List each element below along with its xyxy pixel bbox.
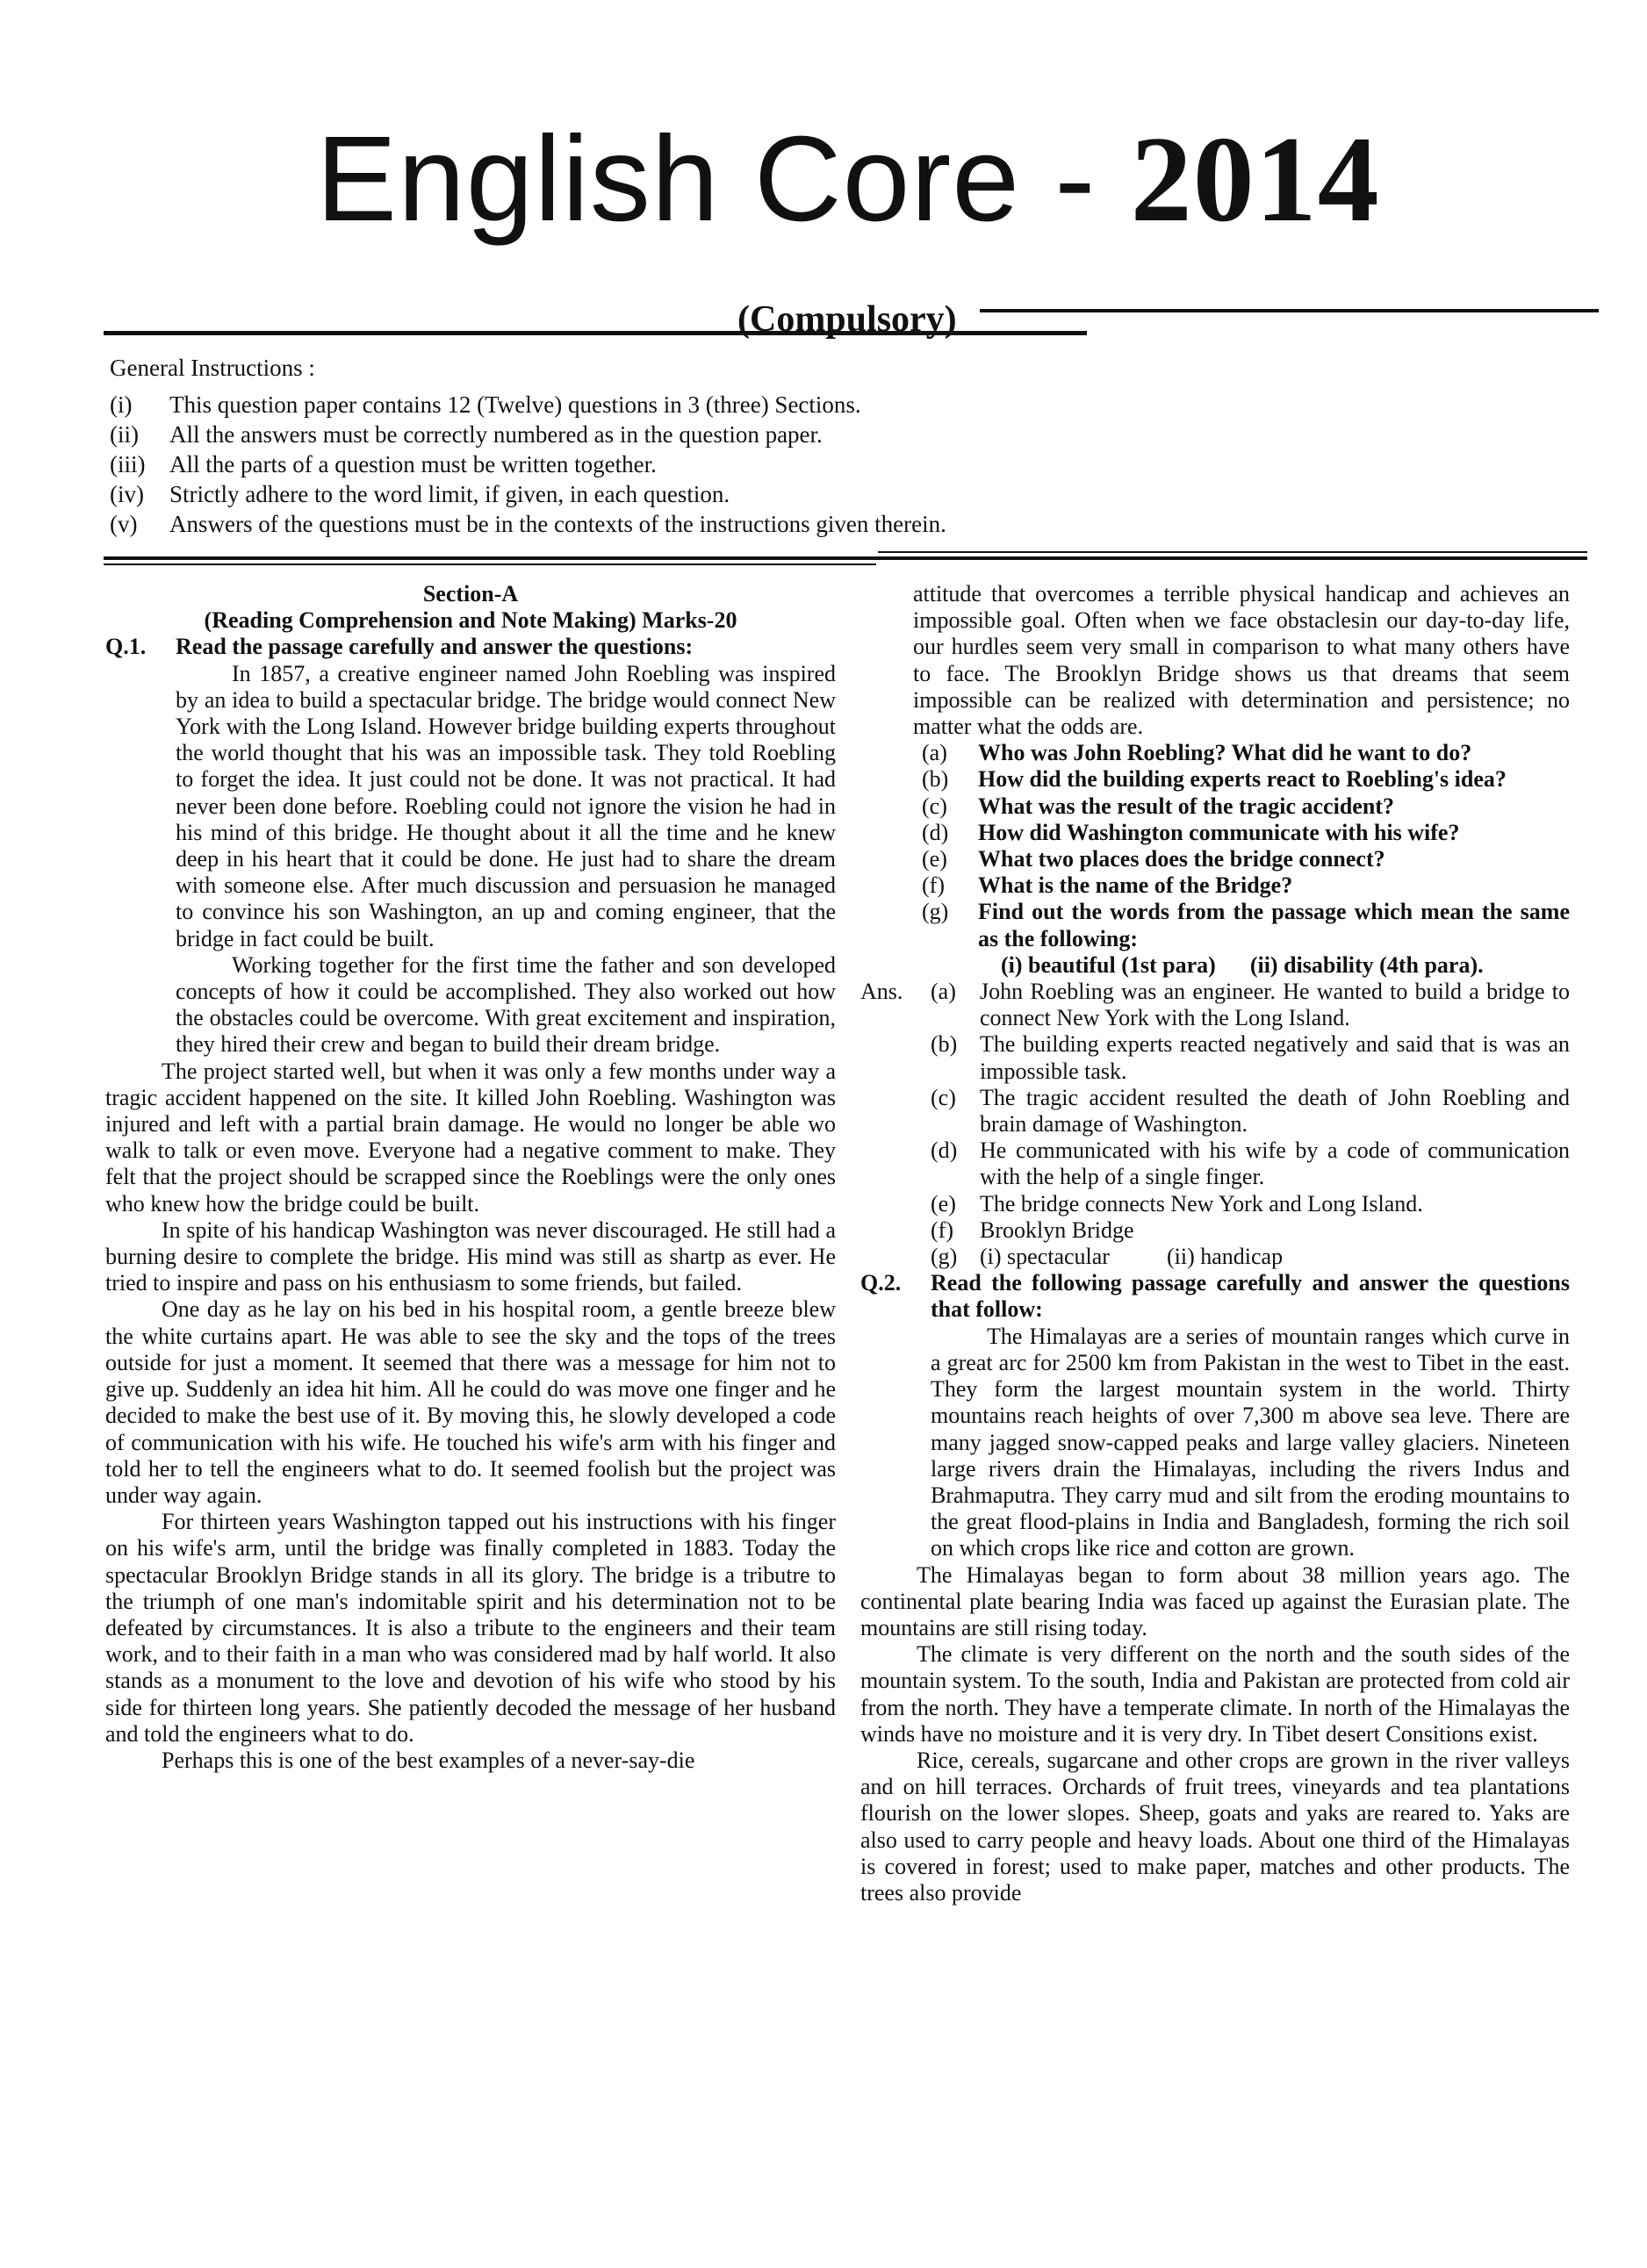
passage-paragraph: The Himalayas are a series of mountain ranges which curve in a great arc for 2500 km from Pakistan in the west to Tibet in the east. They form the largest mountain system in the world. Thirty mountains reach heights of over 7,300 m above sea leve. There are many jagged snow-capped peaks and large valley glaciers. Nineteen large rivers drain the Himalayas, including the rivers Indus and Brahmaputra. They carry mud and silt from the eroding mountains to the great flood-plains in India and Bangladesh, forming the rich soil on which crops like rice and cotton are grown.: [931, 1323, 1570, 1561]
question-label: (d): [922, 819, 949, 845]
answer-g: [860, 1244, 1570, 1270]
answer-label: (c): [931, 1084, 956, 1110]
answer-label: (g): [931, 1244, 958, 1270]
question-g-sub: [860, 952, 1570, 979]
passage-paragraph: Rice, cereals, sugarcane and other crops are grown in the river valleys and on hill terraces. Orchards of fruit trees, vineyards and tea plantations flourish on the lower slopes. Sheep, goats and yaks are reared to. Yaks are also used to carry people and heavy loads. About one third of the Himalayas is covered in forest; used to make paper, matches and other products. The trees also provide: [860, 1747, 1570, 1906]
title-year: 2014: [1130, 111, 1380, 248]
question-number: Q.1.: [105, 634, 147, 660]
question-label: (g): [922, 899, 949, 925]
answer-f: [860, 1217, 1570, 1244]
passage-2: [860, 1324, 1570, 1562]
question-g: [860, 899, 1570, 951]
question-2-heading: [860, 1270, 1570, 1323]
answer-text: (i) spectacular (ii) handicap: [980, 1244, 1284, 1270]
passage-continuation: attitude that overcomes a terrible physical handicap and achieves an impossible goal. Often when we face obstaclesin our day-to-day life, our hurdles seem very small in comparison to what many others have to face. The Brooklyn Bridge shows us that dreams that seem impossible can be realized with determination and persistence; no matter what the odds are.: [913, 581, 1570, 740]
instruction-item: [110, 390, 1550, 420]
instruction-text: All the parts of a question must be written together.: [169, 451, 657, 477]
right-column: [860, 581, 1570, 1906]
instruction-text: This question paper contains 12 (Twelve) questions in 3 (three) Sections.: [169, 391, 861, 418]
answer-heading: Ans.: [860, 979, 903, 1005]
instruction-text: Answers of the questions must be in the contexts of the instructions given therein.: [169, 511, 946, 537]
answer-label: (f): [931, 1217, 953, 1243]
answer-e: [860, 1191, 1570, 1217]
question-d: [860, 820, 1570, 846]
question-label: (e): [922, 846, 947, 872]
passage-paragraph: Perhaps this is one of the best examples of a never-say-die: [162, 1747, 695, 1773]
question-f: [860, 872, 1570, 899]
question-1-heading: [105, 634, 836, 660]
instruction-item: [110, 449, 1550, 479]
question-label: (c): [922, 793, 947, 819]
passage-paragraph: The Himalayas began to form about 38 million years ago. The continental plate bearing India was faced up against the Eurasian plate. The mountains are still rising today.: [860, 1561, 1570, 1640]
answer-text: The tragic accident resulted the death of John Roebling and brain damage of Washington.: [980, 1084, 1570, 1138]
answer-c: [860, 1085, 1570, 1138]
answer-text: The building experts reacted negatively and said that is was an impossible task.: [980, 1031, 1570, 1084]
page-subtitle: (Compulsory): [737, 299, 957, 340]
answer-text: Brooklyn Bridge: [980, 1217, 1134, 1243]
instruction-item: [110, 479, 1550, 509]
instructions-rule: [104, 556, 1587, 560]
question-text: Read the passage carefully and answer the questions:: [176, 634, 694, 660]
question-number: Q.2.: [860, 1270, 902, 1296]
passage-paragraph: The climate is very different on the north and the south sides of the mountain system. To the south, India and Pakistan are protected from cold air from the north. They have a temperate climate. In north of the Himalayas the winds have no moisture and it is very dry. In Tibet desert Consitions exist.: [860, 1641, 1570, 1747]
instruction-number: (iii): [110, 451, 146, 477]
answer-label: (d): [931, 1138, 958, 1164]
instruction-item: [110, 509, 1550, 539]
answer-text: He communicated with his wife by a code of communication with the help of a single finger.: [980, 1138, 1570, 1190]
instruction-text: All the answers must be correctly numbered as in the question paper.: [169, 421, 823, 448]
instruction-text: Strictly adhere to the word limit, if given, in each question.: [169, 481, 730, 507]
instructions-rule-thin: [104, 563, 876, 565]
question-text: Who was John Roebling? What did he want to do?: [978, 740, 1472, 766]
question-label: (f): [922, 872, 945, 899]
question-text: How did Washington communicate with his wife?: [978, 819, 1460, 845]
question-text: What two places does the bridge connect?: [978, 846, 1385, 872]
passage-1: [105, 661, 836, 1059]
question-c: [860, 793, 1570, 820]
instruction-item: [110, 420, 1550, 449]
question-e: [860, 846, 1570, 872]
passage-paragraph: In spite of his handicap Washington was never discouraged. He still had a burning desire to complete the bridge. His mind was still as shartp as ever. He tried to inspire and pass on his enthusiasm to some friends, but failed.: [105, 1217, 836, 1296]
passage-paragraph: For thirteen years Washington tapped out his instructions with his finger on his wife's arm, until the bridge was finally completed in 1883. Today the spectacular Brooklyn Bridge stands in all its glory. The bridge is a tributre to the triumph of one man's indomitable spirit and his determination not to be defeated by circumstances. It is also a tribute to the engineers and their team work, and to their faith in a man who was considered mad by half world. It also stands as a monument to the love and devotion of his wife who stood by his side for thirteen long years. She patiently decoded the message of her husband and told the engineers what to do.: [105, 1509, 836, 1747]
instruction-number: (i): [110, 391, 133, 418]
question-b: [860, 766, 1570, 793]
general-instructions: [110, 353, 1550, 539]
question-text: What is the name of the Bridge?: [978, 872, 1293, 899]
question-text: Find out the words from the passage which mean the same as the following:: [978, 899, 1570, 951]
instruction-number: (v): [110, 511, 138, 537]
instruction-number: (iv): [110, 481, 144, 507]
instructions-heading: General Instructions :: [110, 355, 315, 381]
page-title: [316, 111, 1380, 248]
question-a: [860, 740, 1570, 766]
answer-label: (e): [931, 1190, 956, 1217]
instruction-number: (ii): [110, 421, 139, 448]
instructions-rule-right: [878, 551, 1587, 553]
question-text: How did the building experts react to Roebling's idea?: [978, 766, 1507, 793]
answer-text: John Roebling was an engineer. He wanted to build a bridge to connect New York with the Long Island.: [980, 979, 1570, 1031]
passage-paragraph: In 1857, a creative engineer named John Roebling was inspired by an idea to build a spectacular bridge. The bridge would connect New York with the Long Island. However bridge building experts throughout the world thought that his was an impossible task. They told Roebling to forget the idea. It just could not be done. It was not practical. It had never been done before. Roebling could not ignore the vision he had in his mind of this bridge. He thought about it all the time and he knew deep in his heart that it could be done. He just had to share the dream with someone else. After much discussion and persuasion he managed to convince his son Washington, an up and coming engineer, that the bridge in fact could be built.: [176, 660, 836, 951]
question-text: Read the following passage carefully and answer the questions that follow:: [931, 1270, 1570, 1323]
section-title: Section-A: [422, 581, 519, 606]
question-label: (b): [922, 766, 949, 793]
title-main: English Core -: [316, 111, 1131, 247]
question-label: (a): [922, 740, 947, 766]
header-rule-right: [980, 309, 1599, 312]
answer-text: The bridge connects New York and Long Island.: [980, 1190, 1423, 1217]
answer-d: [860, 1138, 1570, 1190]
passage-paragraph: Working together for the first time the father and son developed concepts of how it could be accomplished. They also worked out how the obstacles could be overcome. With great excitement and inspiration, they hired their crew and began to build their dream bridge.: [176, 951, 836, 1058]
passage-paragraph: One day as he lay on his bed in his hospital room, a gentle breeze blew the white curtains apart. He was able to see the sky and the tops of the trees outside for just a moment. It seemed that there was a message for him not to give up. Suddenly an idea hit him. All he could do was move one finger and he decided to make the best use of it. By moving this, he slowly developed a code of communication with his wife. He touched his wife's arm with his finger and told her to tell the engineers what to do. It seemed foolish but the project was under way again.: [105, 1296, 836, 1508]
question-text: What was the result of the tragic accident?: [978, 793, 1394, 819]
answer-a: [860, 979, 1570, 1031]
answer-b: [860, 1031, 1570, 1084]
question-g-subitems: (i) beautiful (1st para) (ii) disability (4th para).: [1001, 951, 1484, 978]
answer-label: (b): [931, 1031, 958, 1058]
answer-label: (a): [931, 979, 956, 1005]
passage-paragraph: The project started well, but when it was only a few months under way a tragic accident happened on the site. It killed John Roebling. Washington was injured and left with a partial brain damage. He would no longer be able wo walk to talk or even move. Everyone had a negative comment to make. They felt that the project should be scrapped since the Roeblings were the only ones who knew how the bridge could be built.: [105, 1058, 836, 1217]
section-subtitle: (Reading Comprehension and Note Making) Marks-20: [204, 607, 737, 634]
left-column: [105, 581, 836, 1774]
